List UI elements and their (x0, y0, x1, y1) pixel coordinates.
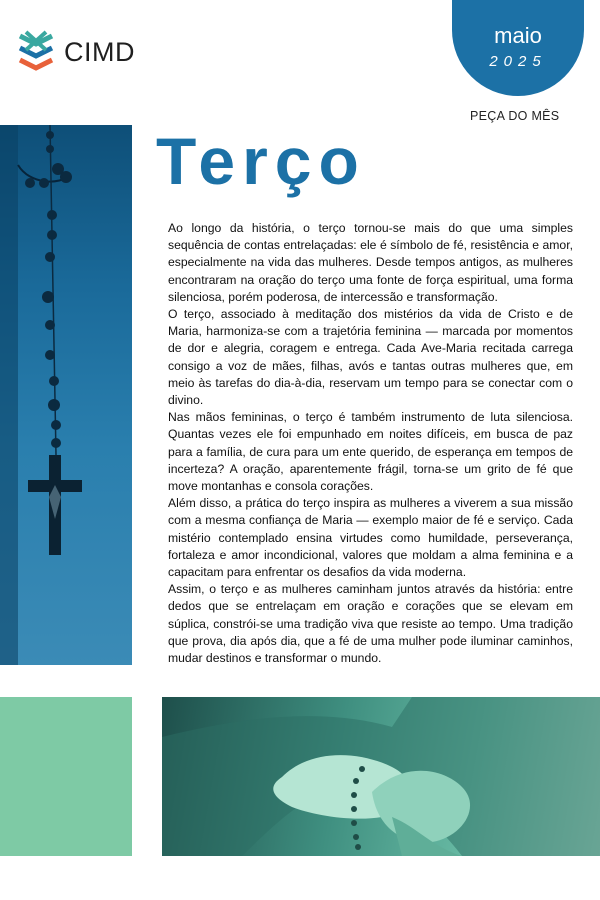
paragraph: O terço, associado à meditação dos mistérios da vida de Cristo e de Maria, harmoniza-se com a trajetória feminina — marcada por momentos de dor e alegria, coragem e entrega. Cada Ave-Maria recitada carrega consigo a voz de mães, filhas, avós e tantas outras mulheres que, em meio às tarefas do dia-à-dia, reservam um tempo para se conectar com o divino. (168, 307, 573, 408)
decorative-green-block (0, 697, 132, 856)
article-body (168, 220, 573, 667)
brand-name: CIMD (64, 36, 135, 67)
badge-month: maio (494, 23, 542, 48)
rosary-illustration (0, 125, 132, 665)
badge-year: 2025 (489, 53, 547, 70)
paragraph: Assim, o terço e as mulheres caminham juntos através da história: entre dedos que se entrelaçam em oração e corações que se elevam em súplica, constrói-se uma tradição viva que resiste ao tempo. Uma tradição que prova, dia após dia, que a fé de uma mulher pode iluminar caminhos, mudar destinos e transformar o mundo. (168, 582, 573, 666)
section-label: PEÇA DO MÊS (470, 109, 560, 123)
cimd-logo (16, 30, 135, 74)
paragraph: Nas mãos femininas, o terço é também instrumento de luta silenciosa. Quantas vezes ele foi empunhado em noites difíceis, em busca de paz para a família, de cura para um ente querido, de esperança em tempos de incerteza? A oração, aparentemente frágil, torna-se um grito de fé que move montanhas e consola corações. (168, 410, 573, 494)
cimd-logo-icon (16, 30, 56, 74)
page-title: Terço (156, 124, 366, 198)
praying-hands-illustration (162, 697, 600, 856)
rosary-photo (0, 125, 132, 665)
praying-hands-photo (162, 697, 600, 856)
date-badge (452, 0, 584, 96)
paragraph: Ao longo da história, o terço tornou-se mais do que uma simples sequência de contas entrelaçadas: ele é símbolo de fé, resistência e amor, especialmente na vida das mulheres. Desde tempos antigos, as mulheres encontraram na oração do terço uma fonte de força espiritual, uma forma silenciosa, porém poderosa, de intercessão e transformação. (168, 221, 573, 304)
paragraph: Além disso, a prática do terço inspira as mulheres a viverem a sua missão com a mesma confiança de Maria — exemplo maior de fé e serviço. Cada mistério contemplado ensina virtudes como humildade, perseverança, fortaleza e amor incondicional, valores que moldam a alma feminina e a capacitam para enfrentar os desafios da vida moderna. (168, 496, 573, 580)
